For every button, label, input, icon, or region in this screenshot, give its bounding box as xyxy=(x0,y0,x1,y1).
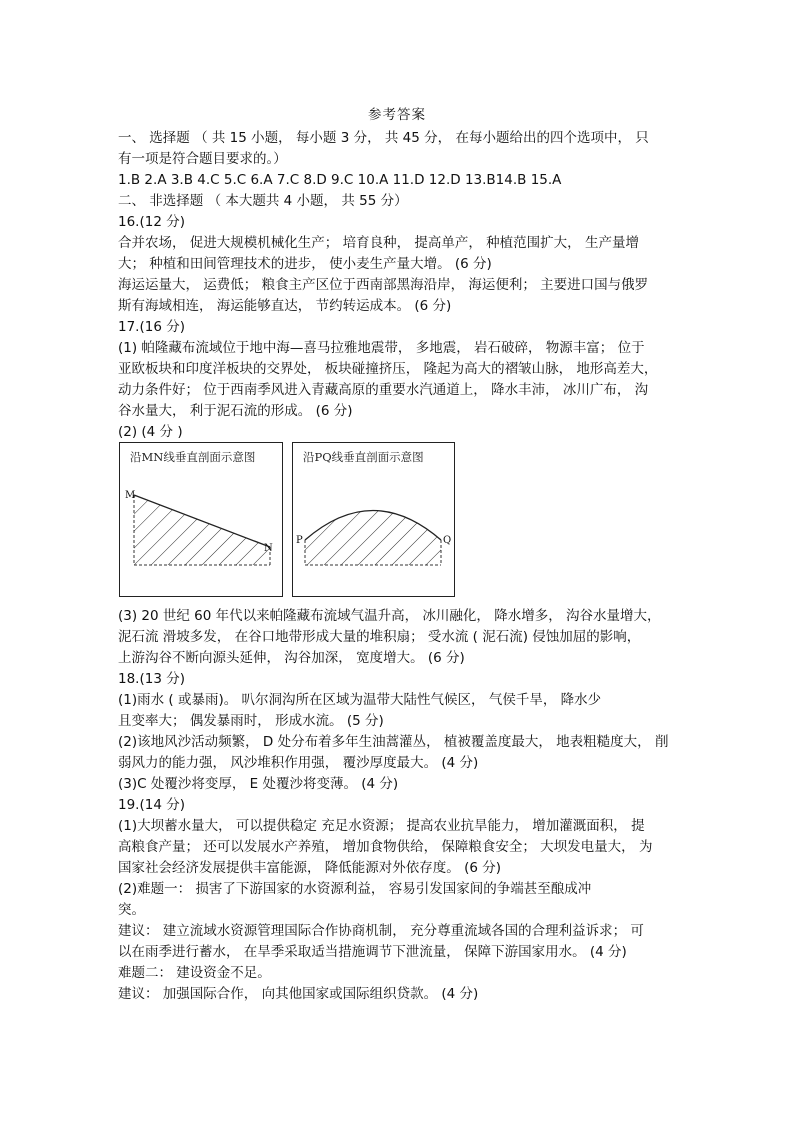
text-line: 高粮食产量； 还可以发展水产养殖， 增加食物供给， 保障粮食安全； 大坝发电量大， 为 xyxy=(118,839,653,855)
text-line: 泥石流 滑坡多发， 在谷口地带形成大量的堆积扇； 受水流 ( 泥石流) 侵蚀加屈的影响， xyxy=(118,629,641,645)
profile-pq-svg xyxy=(293,443,456,598)
text-line: (3)C 处覆沙将变厚， E 处覆沙将变薄。 (4 分) xyxy=(118,776,399,792)
text-line: 有一项是符合题目要求的。） xyxy=(118,151,287,167)
text-line: 建议： 建立流域水资源管理国际合作协商机制， 充分尊重流域各国的合理利益诉求； 可 xyxy=(118,923,644,939)
question-heading: 18.(13 分) xyxy=(118,671,185,687)
profile-diagram-mn xyxy=(119,442,283,597)
label-m: M xyxy=(125,490,136,501)
label-q: Q xyxy=(443,535,452,546)
text-line: 弱风力的能力强， 风沙堆积作用强， 覆沙厚度最大。 (4 分) xyxy=(118,755,479,771)
text-line: (1)雨水 ( 或暴雨)。 叭尔洞沟所在区域为温带大陆性气候区， 气侯千旱， 降水少 xyxy=(118,692,602,708)
diagram-title: 沿MN线垂直剖面示意图 xyxy=(130,450,256,464)
profile-diagram-pq xyxy=(292,442,455,597)
text-line: 二、 非选择题 （ 本大题共 4 小题， 共 55 分） xyxy=(118,193,408,209)
page-title: 参考答案 xyxy=(368,107,426,123)
label-n: N xyxy=(264,543,273,554)
text-line: 国家社会经济发展提供丰富能源， 降低能源对外依存度。 (6 分) xyxy=(118,860,501,876)
question-heading: 16.(12 分) xyxy=(118,214,185,230)
diagram-title: 沿PQ线垂直剖面示意图 xyxy=(303,450,424,464)
answer-key-line: 1.B 2.A 3.B 4.C 5.C 6.A 7.C 8.D 9.C 10.A 11.D 12.D 13.B14.B 15.A xyxy=(118,172,562,188)
text-line: 斯有海域相连， 海运能够直达， 节约转运成本。 (6 分) xyxy=(118,298,452,314)
text-line: 合并农场， 促进大规模机械化生产； 培育良种， 提高单产， 种植范围扩大， 生产量增 xyxy=(118,235,639,251)
text-line: 突。 xyxy=(118,902,145,918)
text-line: (1) 帕隆藏布流域位于地中海—喜马拉雅地震带， 多地震， 岩石破碎， 物源丰富； 位于 xyxy=(118,340,645,356)
text-line: 以在雨季进行蓄水， 在旱季采取适当措施调节下泄流量， 保障下游国家用水。 (4 分) xyxy=(118,944,627,960)
text-line: (2)该地风沙活动频繁， D 处分布着多年生油蒿灌丛， 植被覆盖度最大， 地表粗糙度大， 削 xyxy=(118,734,669,750)
text-line: 动力条件好； 位于西南季风进入青藏高原的重要水汽通道上， 降水丰沛， 冰川广布， 沟 xyxy=(118,382,649,398)
text-line: 难题二： 建设资金不足。 xyxy=(118,965,271,981)
question-heading: 17.(16 分) xyxy=(118,319,185,335)
text-line: 亚欧板块和印度洋板块的交界处， 板块碰撞挤压， 隆起为高大的褶皱山脉， 地形高差大， xyxy=(118,361,658,377)
text-line: 一、 选择题 （ 共 15 小题， 每小题 3 分， 共 45 分， 在每小题给出的四个选项中， 只 xyxy=(118,130,649,146)
text-line: 大； 种植和田间管理技术的进步， 使小麦生产量大增。 (6 分) xyxy=(118,256,492,272)
text-line: (1)大坝蓄水量大， 可以提供稳定 充足水资源； 提高农业抗旱能力， 增加灌溉面积， 提 xyxy=(118,818,645,834)
text-line: 谷水量大， 利于泥石流的形成。 (6 分) xyxy=(118,403,353,419)
text-line: 建议： 加强国际合作， 向其他国家或国际组织贷款。 (4 分) xyxy=(118,986,479,1002)
question-heading: 19.(14 分) xyxy=(118,797,185,813)
text-line: 且变率大； 偶发暴雨时， 形成水流。 (5 分) xyxy=(118,713,384,729)
profile-mn-svg xyxy=(120,443,284,598)
text-line: (3) 20 世纪 60 年代以来帕隆藏布流域气温升高， 冰川融化， 降水增多， 沟谷水量增大， xyxy=(118,608,661,624)
label-p: P xyxy=(296,535,303,546)
text-line: 海运运量大， 运费低； 粮食主产区位于西南部黑海沿岸， 海运便利； 主要进口国与俄罗 xyxy=(118,277,649,293)
text-line: 上游沟谷不断向源头延伸， 沟谷加深， 宽度增大。 (6 分) xyxy=(118,650,465,666)
text-line: (2) (4 分 ) xyxy=(118,424,183,440)
text-line: (2)难题一： 损害了下游国家的水资源利益， 容易引发国家间的争端甚至酿成冲 xyxy=(118,881,592,897)
